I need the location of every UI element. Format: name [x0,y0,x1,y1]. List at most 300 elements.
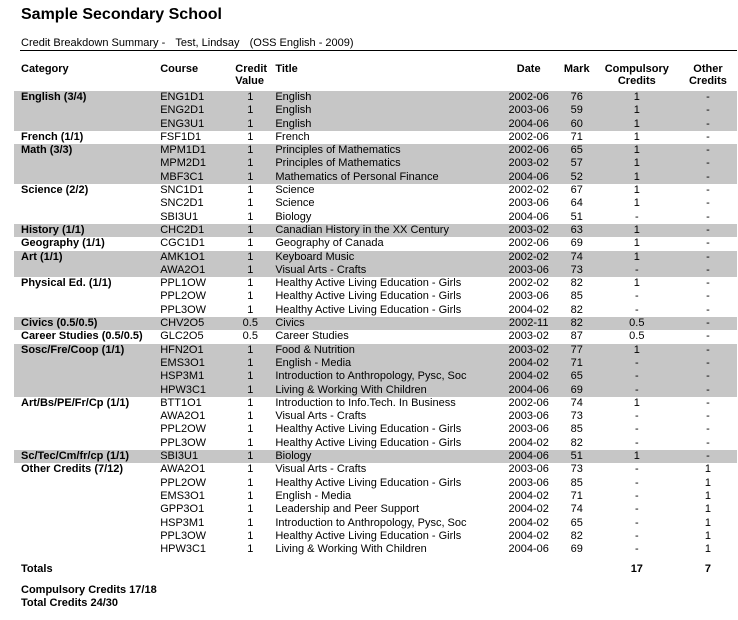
cell-date: 2002-06 [508,396,549,409]
column-header-title: Title [275,63,298,75]
cell-course: HPW3C1 [160,384,228,397]
cell-title: English [272,104,498,117]
cell-mark: 69 [559,384,595,397]
cell-other: - [679,157,737,170]
cell-category: Career Studies (0.5/0.5) [21,330,143,343]
cell-date: 2003-02 [499,224,559,237]
cell-title: Living & Working With Children [275,543,427,556]
cell-course: PPL2OW [160,290,207,303]
cell-credit_value: 1 [247,543,254,556]
table-row [14,290,737,303]
column-header-category: Category [21,63,69,75]
cell-mark: 65 [559,144,595,157]
cell-other: 1 [704,503,711,516]
cell-title: Visual Arts - Crafts [272,264,498,277]
cell-credit_value: 1 [247,210,254,223]
cell-date: 2003-02 [499,157,559,170]
cell-title: Civics [272,317,498,330]
cell-category [14,423,160,436]
cell-mark: 57 [559,157,595,170]
report-title: Credit Breakdown Summary - [21,37,166,49]
cell-category [14,104,160,117]
cell-compulsory: 0.5 [629,330,645,343]
cell-other: - [706,423,710,436]
cell-date: 2004-06 [499,450,559,463]
cell-title: Career Studies [275,330,349,343]
table-row [14,144,737,157]
cell-course: HFN2O1 [160,344,228,357]
cell-mark: 69 [570,237,583,250]
cell-compulsory: 1 [595,144,679,157]
cell-mark: 82 [570,303,583,316]
cell-date: 2004-02 [508,529,549,542]
cell-compulsory: - [634,489,639,502]
cell-credit_value: 1 [247,237,254,250]
cell-title: Healthy Active Living Education - Girls [275,277,462,290]
cell-category [14,290,160,303]
cell-compulsory: - [595,264,679,277]
cell-mark: 82 [570,436,583,449]
table-row [14,317,737,330]
cell-category [14,503,160,516]
table-row [14,477,737,490]
cell-title: Introduction to Info.Tech. In Business [275,396,456,409]
cell-date: 2003-02 [499,344,559,357]
cell-date: 2002-06 [508,237,549,250]
cell-compulsory: - [634,423,639,436]
cell-credit_value: 1 [228,144,272,157]
cell-category [14,197,160,210]
student-name: Test, Lindsay [175,37,240,49]
cell-category [14,304,160,317]
school-name: Sample Secondary School [21,6,222,23]
cell-title: Healthy Active Living Education - Girls [275,529,462,542]
cell-other: - [679,224,737,237]
cell-credit_value: 1 [228,157,272,170]
cell-compulsory: - [595,370,679,383]
table-row [14,211,737,224]
table-row [14,91,737,104]
cell-mark: 51 [570,210,583,223]
cell-title: Principles of Mathematics [272,157,498,170]
cell-mark: 71 [570,489,583,502]
cell-other: - [706,396,710,409]
cell-category: Sosc/Fre/Coop (1/1) [14,344,160,357]
cell-course: EMS3O1 [160,489,205,502]
cell-category: Sc/Tec/Cm/fr/cp (1/1) [14,450,160,463]
cell-compulsory: - [634,463,639,476]
cell-compulsory: 1 [595,224,679,237]
cell-date: 2004-02 [499,357,559,370]
cell-credit_value: 1 [228,344,272,357]
cell-course: SBI3U1 [160,210,199,223]
report-subtitle [21,37,354,49]
cell-other: - [679,264,737,277]
cell-credit_value: 1 [228,264,272,277]
table-row [14,503,737,516]
cell-date: 2003-06 [499,104,559,117]
cell-credit_value: 1 [228,450,272,463]
cell-compulsory: - [595,357,679,370]
cell-category [14,490,160,503]
cell-category [14,384,160,397]
cell-category [14,477,160,490]
cell-course: AWA2O1 [160,264,228,277]
cell-date: 2002-02 [508,184,549,197]
cell-course: PPL3OW [160,303,207,316]
cell-date: 2004-06 [508,210,549,223]
table-row [14,384,737,397]
cell-credit_value: 1 [228,357,272,370]
cell-date: 2004-06 [499,118,559,131]
cell-date: 2002-06 [499,144,559,157]
cell-mark: 60 [559,118,595,131]
cell-category [14,410,160,423]
cell-title: Visual Arts - Crafts [275,410,367,423]
table-row [14,530,737,543]
cell-course: AWA2O1 [160,410,206,423]
table-row [14,397,737,410]
cell-credit_value: 1 [228,118,272,131]
table-row [14,357,737,370]
cell-date: 2004-02 [508,516,549,529]
cell-course: AWA2O1 [160,463,206,476]
cell-course: ENG1D1 [160,91,228,104]
cell-mark: 73 [570,463,583,476]
table-row [14,410,737,423]
totals-row [14,556,737,576]
cell-course: PPL3OW [160,529,207,542]
cell-mark: 82 [570,529,583,542]
cell-title: English [272,118,498,131]
credit-summary [21,584,157,610]
cell-category [14,118,160,131]
cell-date: 2004-02 [508,489,549,502]
table-row [14,437,737,450]
cell-category: Art (1/1) [14,251,160,264]
credit-table-body [14,91,737,576]
compulsory-credits-total-line: Compulsory Credits 17/18 [21,584,157,596]
cell-mark: 67 [570,184,583,197]
cell-mark: 74 [570,396,583,409]
table-row [14,450,737,463]
cell-title: Healthy Active Living Education - Girls [275,476,462,489]
cell-course: MPM1D1 [160,144,228,157]
cell-mark: 59 [559,104,595,117]
cell-category [14,543,160,556]
cell-title: Mathematics of Personal Finance [272,171,498,184]
cell-credit_value: 1 [228,91,272,104]
cell-category [14,171,160,184]
cell-mark: 71 [559,357,595,370]
cell-credit_value: 0.5 [228,317,272,330]
table-row [14,304,737,317]
totals-label: Totals [14,556,160,576]
totals-empty-cell [160,556,228,576]
cell-category [14,530,160,543]
cell-other: - [679,317,737,330]
table-row [14,370,737,383]
table-row [14,423,737,436]
cell-credit_value: 1 [247,184,254,197]
cell-title: English - Media [272,357,498,370]
totals-empty-cell [499,556,559,576]
cell-compulsory: 1 [595,104,679,117]
cell-title: Healthy Active Living Education - Girls [275,423,462,436]
cell-category [14,517,160,530]
cell-mark: 63 [559,224,595,237]
header-row [14,60,737,91]
cell-category: English (3/4) [14,91,160,104]
cell-credit_value: 1 [247,476,254,489]
totals-empty-cell [272,556,498,576]
column-header-date: Date [516,63,541,75]
cell-title: Food & Nutrition [272,344,498,357]
cell-compulsory: 1 [633,184,640,197]
cell-compulsory: 1 [633,237,640,250]
cell-category: Civics (0.5/0.5) [14,317,160,330]
cell-other: 1 [704,529,711,542]
cell-compulsory: - [634,516,639,529]
cell-other: 1 [704,516,711,529]
cell-mark: 71 [570,130,583,143]
cell-credit_value: 1 [247,489,254,502]
totals-compulsory-value: 17 [595,556,679,576]
cell-compulsory: - [634,436,639,449]
cell-credit_value: 1 [228,384,272,397]
cell-credit_value: 1 [228,251,272,264]
cell-category [14,357,160,370]
cell-date: 2003-06 [499,264,559,277]
cell-date: 2003-06 [508,197,549,210]
cell-mark: 77 [559,344,595,357]
table-row [14,264,737,277]
cell-category [14,437,160,450]
cell-other: - [679,370,737,383]
cell-mark: 64 [570,197,583,210]
cell-compulsory: - [634,303,639,316]
table-row [14,490,737,503]
cell-course: SBI3U1 [160,450,228,463]
cell-credit_value: 1 [247,423,254,436]
cell-other: 1 [704,489,711,502]
cell-course: ENG2D1 [160,104,228,117]
cell-other: - [706,184,710,197]
cell-mark: 52 [559,171,595,184]
cell-compulsory: - [634,410,639,423]
cell-category: Math (3/3) [14,144,160,157]
table-row [14,330,737,343]
cell-other: - [679,357,737,370]
cell-credit_value: 1 [247,463,254,476]
cell-title: Principles of Mathematics [272,144,498,157]
table-row [14,543,737,556]
cell-other: - [679,104,737,117]
cell-title: Introduction to Anthropology, Pysc, Soc [272,370,498,383]
table-row [14,131,737,144]
cell-date: 2004-06 [499,384,559,397]
cell-other: - [679,171,737,184]
cell-course: PPL2OW [160,476,207,489]
column-header-compulsory: Compulsory Credits [604,63,669,87]
totals-empty-cell [228,556,272,576]
cell-course: HSP3M1 [160,516,205,529]
cell-mark: 82 [570,277,583,290]
table-row [14,118,737,131]
cell-title: Science [275,184,315,197]
cell-mark: 74 [559,251,595,264]
cell-credit_value: 1 [228,370,272,383]
cell-compulsory: - [634,210,639,223]
credit-table-header [14,60,737,91]
cell-compulsory: 1 [633,130,640,143]
cell-title: Healthy Active Living Education - Girls [275,436,462,449]
cell-other: - [706,237,710,250]
cell-other: 1 [704,476,711,489]
cell-other: - [679,344,737,357]
cell-other: 1 [704,543,711,556]
table-row [14,224,737,237]
table-row [14,344,737,357]
cell-other: - [706,330,710,343]
cell-course: CGC1D1 [160,237,205,250]
cell-compulsory: 1 [633,396,640,409]
cell-category [14,157,160,170]
cell-compulsory: 1 [633,277,640,290]
cell-course: PPL1OW [160,277,207,290]
table-row [14,197,737,210]
cell-mark: 73 [559,264,595,277]
cell-date: 2002-02 [508,277,549,290]
cell-other: - [706,410,710,423]
cell-other: - [706,197,710,210]
cell-other: - [706,277,710,290]
header-divider [20,50,737,51]
cell-compulsory: - [634,529,639,542]
cell-credit_value: 1 [247,529,254,542]
cell-other: - [679,251,737,264]
cell-title: Living & Working With Children [272,384,498,397]
cell-course: GPP3O1 [160,503,205,516]
cell-compulsory: 1 [633,197,640,210]
cell-credit_value: 1 [247,410,254,423]
cell-mark: 51 [559,450,595,463]
cell-title: Science [275,197,315,210]
cell-course: SNC2D1 [160,197,204,210]
cell-compulsory: 1 [595,450,679,463]
cell-credit_value: 1 [247,503,254,516]
cell-date: 2004-06 [508,543,549,556]
cell-course: EMS3O1 [160,357,228,370]
cell-title: French [275,130,310,143]
cell-category [14,370,160,383]
cell-course: GLC2O5 [160,330,204,343]
table-row [14,157,737,170]
cell-course: MBF3C1 [160,171,228,184]
cell-course: PPL3OW [160,436,207,449]
cell-other: - [679,91,737,104]
cell-course: CHV2O5 [160,317,228,330]
cell-mark: 69 [570,543,583,556]
table-row [14,237,737,250]
cell-title: Geography of Canada [275,237,384,250]
cell-credit_value: 1 [247,130,254,143]
cell-compulsory: 1 [595,171,679,184]
cell-category: Other Credits (7/12) [21,463,124,476]
cell-mark: 85 [570,423,583,436]
cell-title: Introduction to Anthropology, Pysc, Soc [275,516,467,529]
cell-other: - [706,130,710,143]
cell-course: FSF1D1 [160,130,202,143]
cell-mark: 76 [559,91,595,104]
column-header-course: Course [160,63,199,75]
cell-other: - [679,144,737,157]
cell-course: SNC1D1 [160,184,204,197]
cell-title: Visual Arts - Crafts [275,463,367,476]
cell-title: Canadian History in the XX Century [272,224,498,237]
cell-mark: 65 [570,516,583,529]
cell-category [14,211,160,224]
program-label: (OSS English - 2009) [249,37,354,49]
cell-date: 2002-06 [508,130,549,143]
cell-credit_value: 1 [228,104,272,117]
cell-title: Biology [272,450,498,463]
column-header-mark: Mark [563,63,590,75]
cell-course: CHC2D1 [160,224,228,237]
column-header-credit_value: Credit Value [235,63,268,87]
credit-table [14,60,737,576]
cell-course: MPM2D1 [160,157,228,170]
cell-date: 2004-02 [508,503,549,516]
cell-other: - [706,436,710,449]
cell-date: 2003-06 [508,463,549,476]
cell-title: Leadership and Peer Support [275,503,420,516]
cell-credit_value: 1 [247,197,254,210]
cell-compulsory: - [634,543,639,556]
cell-category: Geography (1/1) [21,237,105,250]
cell-course: ENG3U1 [160,118,228,131]
table-row [14,251,737,264]
table-row [14,277,737,290]
totals-empty-cell [559,556,595,576]
cell-credit_value: 1 [247,436,254,449]
cell-date: 2004-02 [508,436,549,449]
cell-credit_value: 1 [247,396,254,409]
table-row [14,104,737,117]
cell-course: AMK1O1 [160,251,228,264]
totals-other-value: 7 [679,556,737,576]
cell-compulsory: 1 [595,251,679,264]
column-header-other: Other Credits [688,63,727,87]
cell-date: 2002-11 [499,317,559,330]
cell-other: 1 [704,463,711,476]
table-row [14,517,737,530]
cell-date: 2002-06 [499,91,559,104]
cell-date: 2003-02 [508,330,549,343]
cell-mark: 74 [570,503,583,516]
cell-compulsory: 1 [595,91,679,104]
cell-date: 2003-06 [508,423,549,436]
cell-compulsory: 1 [595,118,679,131]
cell-other: - [679,450,737,463]
cell-mark: 73 [570,410,583,423]
cell-course: BTT1O1 [160,396,202,409]
cell-other: - [706,303,710,316]
cell-date: 2002-02 [499,251,559,264]
cell-course: PPL2OW [160,423,207,436]
cell-mark: 85 [570,476,583,489]
cell-other: - [706,210,710,223]
